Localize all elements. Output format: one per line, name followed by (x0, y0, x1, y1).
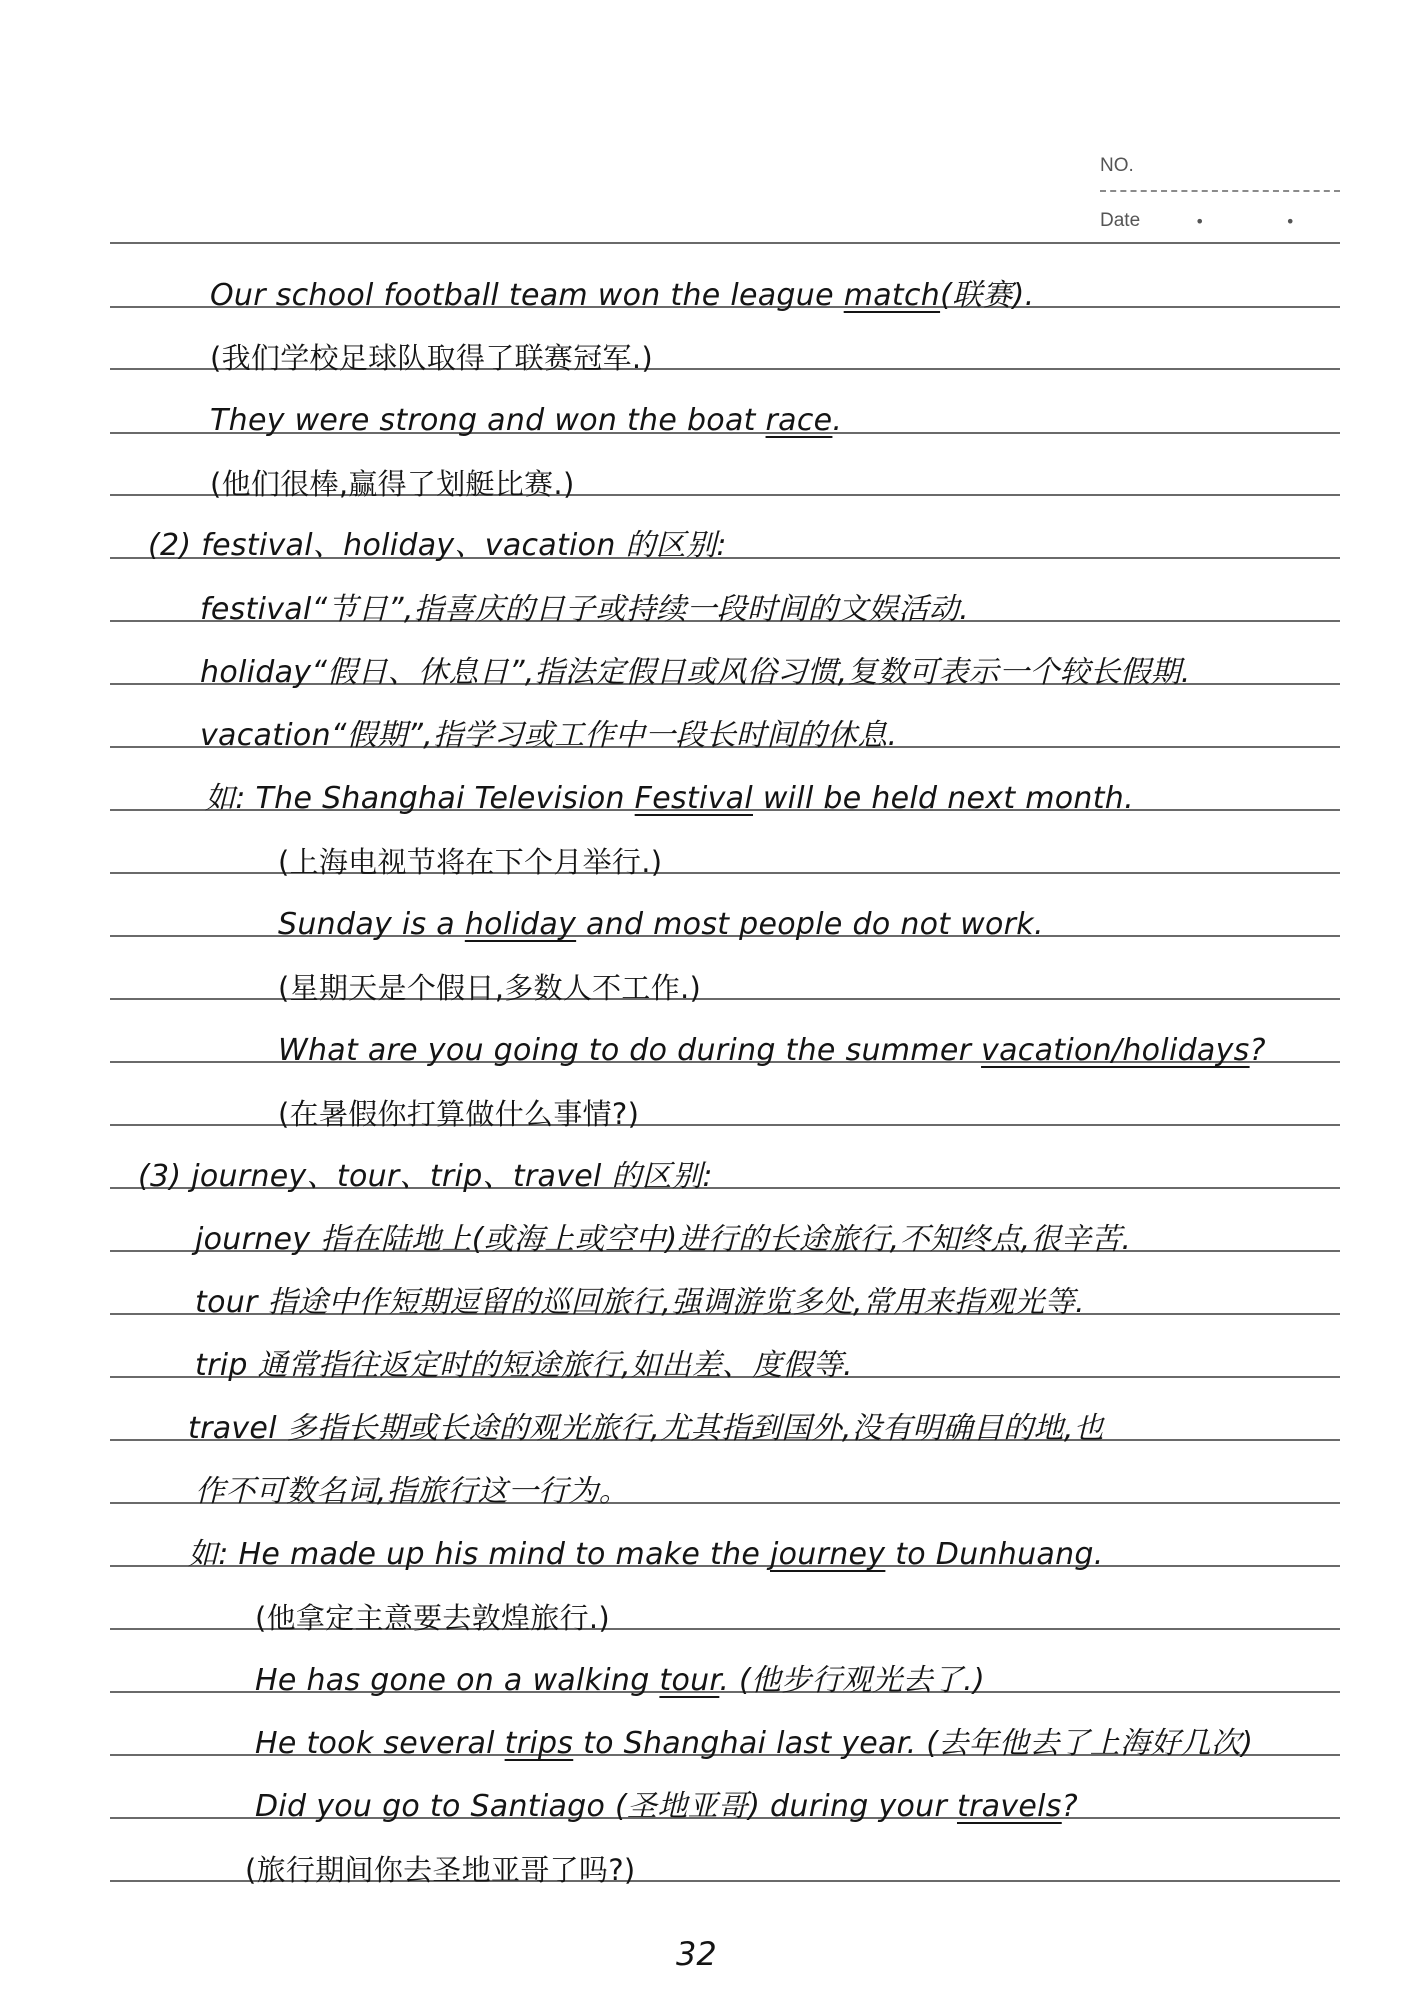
section-heading: (3) journey、tour、trip、travel 的区别: (138, 1159, 713, 1194)
note-line: Did you go to Santiago (圣地亚哥) during your travels? (255, 1789, 1078, 1824)
note-line: tour 指途中作短期逗留的巡回旅行,强调游览多处,常用来指观光等. (195, 1285, 1085, 1320)
note-line: (上海电视节将在下个月举行.) (278, 845, 663, 879)
note-line: holiday“假日、休息日”,指法定假日或风俗习惯,复数可表示一个较长假期. (200, 655, 1191, 690)
section-heading: (2) festival、holiday、vacation 的区别: (148, 528, 727, 563)
note-line: 如: The Shanghai Television Festival will be held next month. (205, 781, 1134, 816)
note-line: He took several trips to Shanghai last year. (去年他去了上海好几次) (255, 1726, 1254, 1761)
note-line: (旅行期间你去圣地亚哥了吗?) (245, 1853, 636, 1887)
note-line: journey 指在陆地上(或海上或空中)进行的长途旅行,不知终点,很辛苦. (195, 1222, 1132, 1257)
note-line: Our school football team won the league match(联赛). (210, 278, 1035, 313)
note-line: He has gone on a walking tour. (他步行观光去了.) (255, 1663, 985, 1698)
note-line: (他们很棒,赢得了划艇比赛.) (210, 467, 575, 501)
date-dots: • • (1195, 212, 1333, 231)
note-line: (星期天是个假日,多数人不工作.) (278, 971, 702, 1005)
header-dashed-line (1100, 190, 1340, 192)
note-line: trip 通常指往返定时的短途旅行,如出差、度假等. (195, 1348, 853, 1383)
note-line: travel 多指长期或长途的观光旅行,尤其指到国外,没有明确目的地,也 (188, 1411, 1104, 1446)
page-number: 32 (676, 1935, 717, 1973)
note-line: vacation“假期”,指学习或工作中一段长时间的休息. (200, 718, 898, 753)
note-line: (我们学校足球队取得了联赛冠军.) (210, 341, 653, 375)
note-line: They were strong and won the boat race. (210, 403, 843, 438)
note-line: (在暑假你打算做什么事情?) (278, 1097, 640, 1131)
note-line: What are you going to do during the summer vacation/holidays? (278, 1033, 1266, 1068)
ruled-line (110, 242, 1340, 244)
note-line: festival“节日”,指喜庆的日子或持续一段时间的文娱活动. (200, 592, 969, 627)
note-line: (他拿定主意要去敦煌旅行.) (255, 1601, 611, 1635)
note-line: 如: He made up his mind to make the journey to Dunhuang. (188, 1537, 1104, 1572)
date-label: Date (1100, 210, 1141, 231)
note-line: Sunday is a holiday and most people do not work. (278, 907, 1044, 942)
number-label: NO. (1100, 155, 1134, 176)
note-line: 作不可数名词,指旅行这一行为。 (195, 1474, 630, 1509)
